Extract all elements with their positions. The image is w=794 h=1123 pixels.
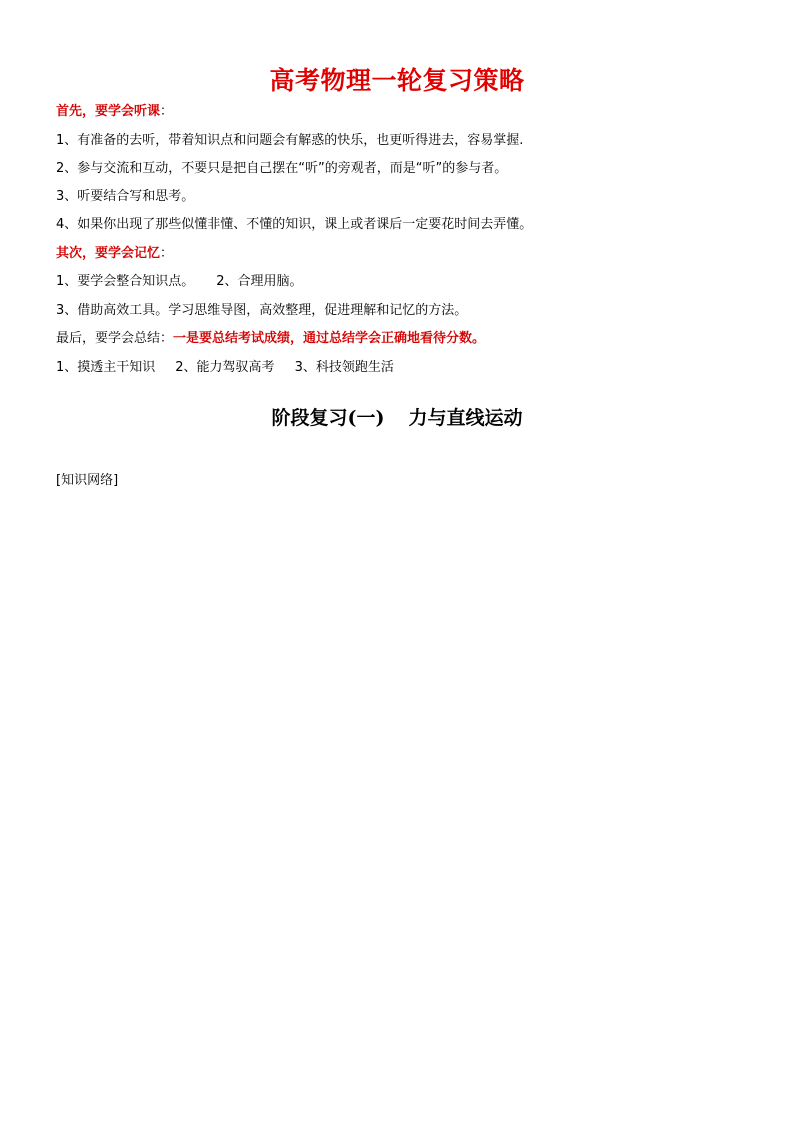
memory-item-1: 1、要学会整合知识点。 — [56, 274, 195, 289]
knowledge-network-label: [知识网络] — [56, 473, 119, 488]
summary-emphasis: 一是要总结考试成绩，通过总结学会正确地看待分数。 — [173, 331, 486, 346]
summary-point-1: 1、摸透主干知识 — [56, 360, 156, 375]
document-title: 高考物理一轮复习策略 — [269, 66, 525, 95]
summary-line — [56, 330, 485, 348]
section-title-part1: 阶段复习(一) — [271, 407, 385, 429]
listen-item-1: 1、有准备的去听，带着知识点和问题会有解惑的快乐，也更听得进去，容易掌握. — [56, 133, 524, 148]
heading-listen — [56, 103, 173, 121]
memory-item-2: 2、合理用脑。 — [216, 274, 303, 289]
listen-item-2: 2、参与交流和互动，不要只是把自己摆在“听”的旁观者，而是“听”的参与者。 — [56, 161, 508, 176]
heading-memory-colon: ： — [160, 246, 174, 261]
section-title — [0, 404, 794, 432]
listen-item-4: 4、如果你出现了那些似懂非懂、不懂的知识，课上或者课后一定要花时间去弄懂。 — [56, 217, 533, 232]
section-title-part2: 力与直线运动 — [408, 407, 523, 429]
heading-memory — [56, 245, 173, 263]
summary-point-3: 3、科技领跑生活 — [294, 360, 394, 375]
listen-item-3: 3、听要结合写和思考。 — [56, 189, 195, 204]
memory-items-row — [56, 273, 303, 291]
heading-listen-colon: ： — [160, 104, 174, 119]
heading-memory-label: 其次，要学会记忆 — [56, 246, 161, 261]
summary-points-row — [56, 359, 394, 377]
summary-prefix: 最后，要学会总结： — [56, 331, 174, 346]
heading-listen-label: 首先，要学会听课 — [56, 104, 161, 119]
memory-item-3: 3、借助高效工具。学习思维导图，高效整理，促进理解和记忆的方法。 — [56, 303, 468, 318]
summary-point-2: 2、能力驾驭高考 — [175, 360, 275, 375]
